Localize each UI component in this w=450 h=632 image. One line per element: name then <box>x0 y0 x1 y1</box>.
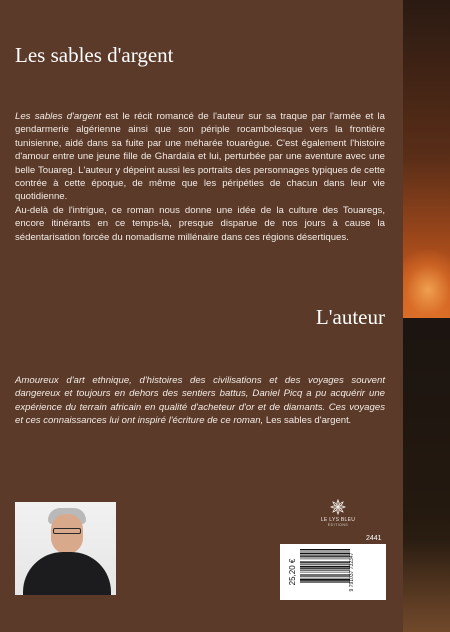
isbn-text: 9 791037 732347 <box>349 552 355 592</box>
synopsis-paragraph-1 <box>15 110 385 204</box>
author-body <box>23 552 111 595</box>
book-code: 2441 <box>366 535 382 542</box>
barcode-bar <box>300 578 350 579</box>
barcode-bar <box>300 574 350 575</box>
publisher-logo <box>318 499 358 527</box>
publisher-name: LE LYS BLEU <box>320 517 356 523</box>
barcode-bar <box>300 549 350 550</box>
barcode-bar <box>300 566 350 568</box>
ground-glow <box>403 540 450 632</box>
author-glasses <box>53 528 81 534</box>
barcode-bar <box>300 551 350 552</box>
author-heading: L'auteur <box>315 305 385 329</box>
front-cover-edge <box>403 0 450 632</box>
barcode-bar <box>300 581 350 582</box>
barcode-bar <box>300 555 350 556</box>
barcode-bar <box>300 579 350 581</box>
synopsis-paragraph-1-text: est le récit romancé de l'auteur sur sa traque par l'armée et la gendarmerie algérienne ainsi que son périple rocambolesque vers la frontière tunisienne, aidé dans sa fuite par une méharée touarègue. C'est également l'histoire d'amour entre une jeune fille de Ghardaïa et lui, perturbée par une aventure avec une belle Touareg. L'auteur y dépeint aussi les portraits des personnages typiques de cette contrée à cette époque, de même que les péripéties de chacun dans leur vie quotidienne. <box>15 111 386 203</box>
book-title: Les sables d'argent <box>15 43 174 67</box>
author-bio-book-ref: Les sables d'argent <box>265 415 349 427</box>
barcode-bar <box>300 561 350 562</box>
barcode-bar <box>300 553 350 555</box>
barcode-bar <box>300 572 350 573</box>
author-photo <box>15 502 116 595</box>
author-bio-end: . <box>348 415 352 427</box>
author-bio-text: Amoureux d'art ethnique, d'histoires des civilisations et des voyages souvent dangereux et toujours en dehors des sentiers battus, Daniel Picq a pu acquérir une expérience du terrain africain en qualité d'acheteur d'or et de diamants. Ces voyages et ces connaissances lui ont inspiré l'écriture de ce roman, <box>15 375 385 427</box>
barcode-bar <box>300 570 350 571</box>
barcode-bar <box>300 575 350 576</box>
publisher-sub: ÉDITIONS <box>327 523 349 527</box>
barcode-bar <box>300 564 350 565</box>
synopsis-title-italic: Les sables d'argent <box>15 111 102 122</box>
author-face <box>51 514 83 554</box>
synopsis-paragraph-2: Au-delà de l'intrigue, ce roman nous donne une idée de la culture des Touaregs, encore itinérants en ce temps-là, presque disparue de nos jours à cause la sédentarisation forcée du nomadisme millénaire dans ces régions désertiques. <box>15 204 385 243</box>
synopsis <box>15 110 385 244</box>
barcode-bar <box>300 559 350 560</box>
barcode-bar <box>300 562 350 563</box>
author-bio <box>15 374 385 428</box>
barcode-bar <box>300 556 350 557</box>
barcode-label: 25,20 € 9 791037 732347 <box>280 544 386 600</box>
barcode-bar <box>300 568 350 569</box>
lily-icon <box>330 499 346 515</box>
